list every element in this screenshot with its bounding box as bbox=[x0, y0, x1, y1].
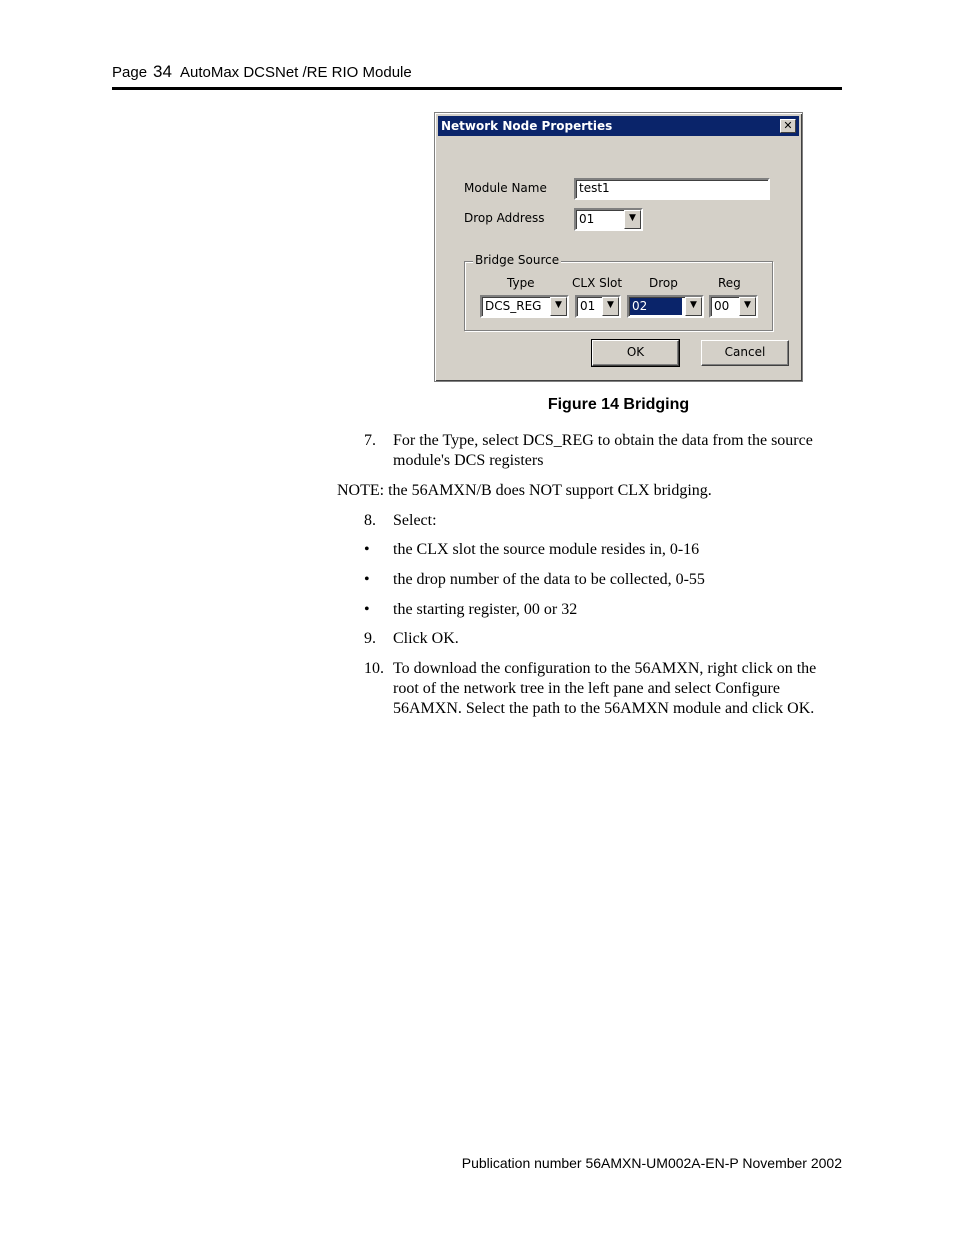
chevron-down-icon[interactable]: ▼ bbox=[624, 210, 641, 229]
dialog-titlebar bbox=[438, 116, 799, 136]
type-select[interactable] bbox=[480, 295, 569, 318]
type-column-label: Type bbox=[507, 276, 535, 290]
step-number: 8. bbox=[364, 512, 376, 529]
close-icon: ✕ bbox=[783, 119, 793, 132]
step-text: To download the configuration to the 56AMXN, right click on the root of the network tree in the left pane and select Configure 56AMXN. Select the path to the 56AMXN module and click OK. bbox=[393, 660, 817, 717]
drop-select[interactable] bbox=[627, 295, 704, 318]
document-title: AutoMax DCSNet /RE RIO Module bbox=[179, 64, 412, 81]
step-number: 9. bbox=[364, 630, 376, 647]
drop-address-value: 01 bbox=[579, 212, 595, 226]
drop-address-select[interactable] bbox=[574, 208, 643, 231]
chevron-down-icon[interactable]: ▼ bbox=[550, 297, 567, 316]
clx-slot-value: 01 bbox=[580, 299, 596, 313]
clx-slot-select[interactable] bbox=[575, 295, 621, 318]
close-button[interactable] bbox=[780, 119, 796, 133]
reg-value: 00 bbox=[714, 299, 730, 313]
drop-value: 02 bbox=[630, 298, 682, 315]
ok-button[interactable]: OK bbox=[592, 340, 679, 366]
bullet-text: the starting register, 00 or 32 bbox=[393, 601, 578, 618]
network-node-properties-dialog bbox=[434, 112, 803, 382]
bullet-icon: • bbox=[364, 571, 370, 588]
bullet-text: the CLX slot the source module resides in, 0-16 bbox=[393, 541, 700, 558]
module-name-input[interactable]: test1 bbox=[574, 178, 770, 200]
dialog-title: Network Node Properties bbox=[441, 119, 613, 133]
drop-address-label: Drop Address bbox=[464, 211, 545, 225]
page-number: 34 bbox=[153, 62, 172, 81]
figure-caption: Figure 14 Bridging bbox=[547, 396, 690, 413]
step-text: Select: bbox=[393, 512, 437, 529]
chevron-down-icon[interactable]: ▼ bbox=[685, 297, 702, 316]
step-number: 7. bbox=[364, 432, 376, 449]
chevron-down-icon[interactable]: ▼ bbox=[739, 297, 756, 316]
bullet-text: the drop number of the data to be collected, 0-55 bbox=[393, 571, 705, 588]
reg-select[interactable] bbox=[709, 295, 758, 318]
bridge-source-label: Bridge Source bbox=[475, 253, 560, 267]
bullet-icon: • bbox=[364, 601, 370, 618]
step-text: For the Type, select DCS_REG to obtain the data from the source module's DCS registers bbox=[393, 432, 813, 469]
page-label: Page bbox=[112, 64, 148, 81]
note-text: NOTE: the 56AMXN/B does NOT support CLX bridging. bbox=[337, 482, 712, 499]
chevron-down-icon[interactable]: ▼ bbox=[602, 297, 619, 316]
step-text: Click OK. bbox=[393, 630, 459, 647]
clx-slot-column-label: CLX Slot bbox=[572, 276, 623, 290]
module-name-label: Module Name bbox=[464, 181, 547, 195]
cancel-button[interactable]: Cancel bbox=[701, 340, 789, 366]
bullet-icon: • bbox=[364, 541, 370, 558]
page-header bbox=[112, 62, 842, 82]
reg-column-label: Reg bbox=[718, 276, 741, 290]
type-value: DCS_REG bbox=[485, 299, 542, 313]
header-rule bbox=[112, 87, 842, 90]
step-number: 10. bbox=[364, 660, 384, 677]
publication-footer: Publication number 56AMXN-UM002A-EN-P November 2002 bbox=[461, 1155, 842, 1171]
drop-column-label: Drop bbox=[649, 276, 678, 290]
